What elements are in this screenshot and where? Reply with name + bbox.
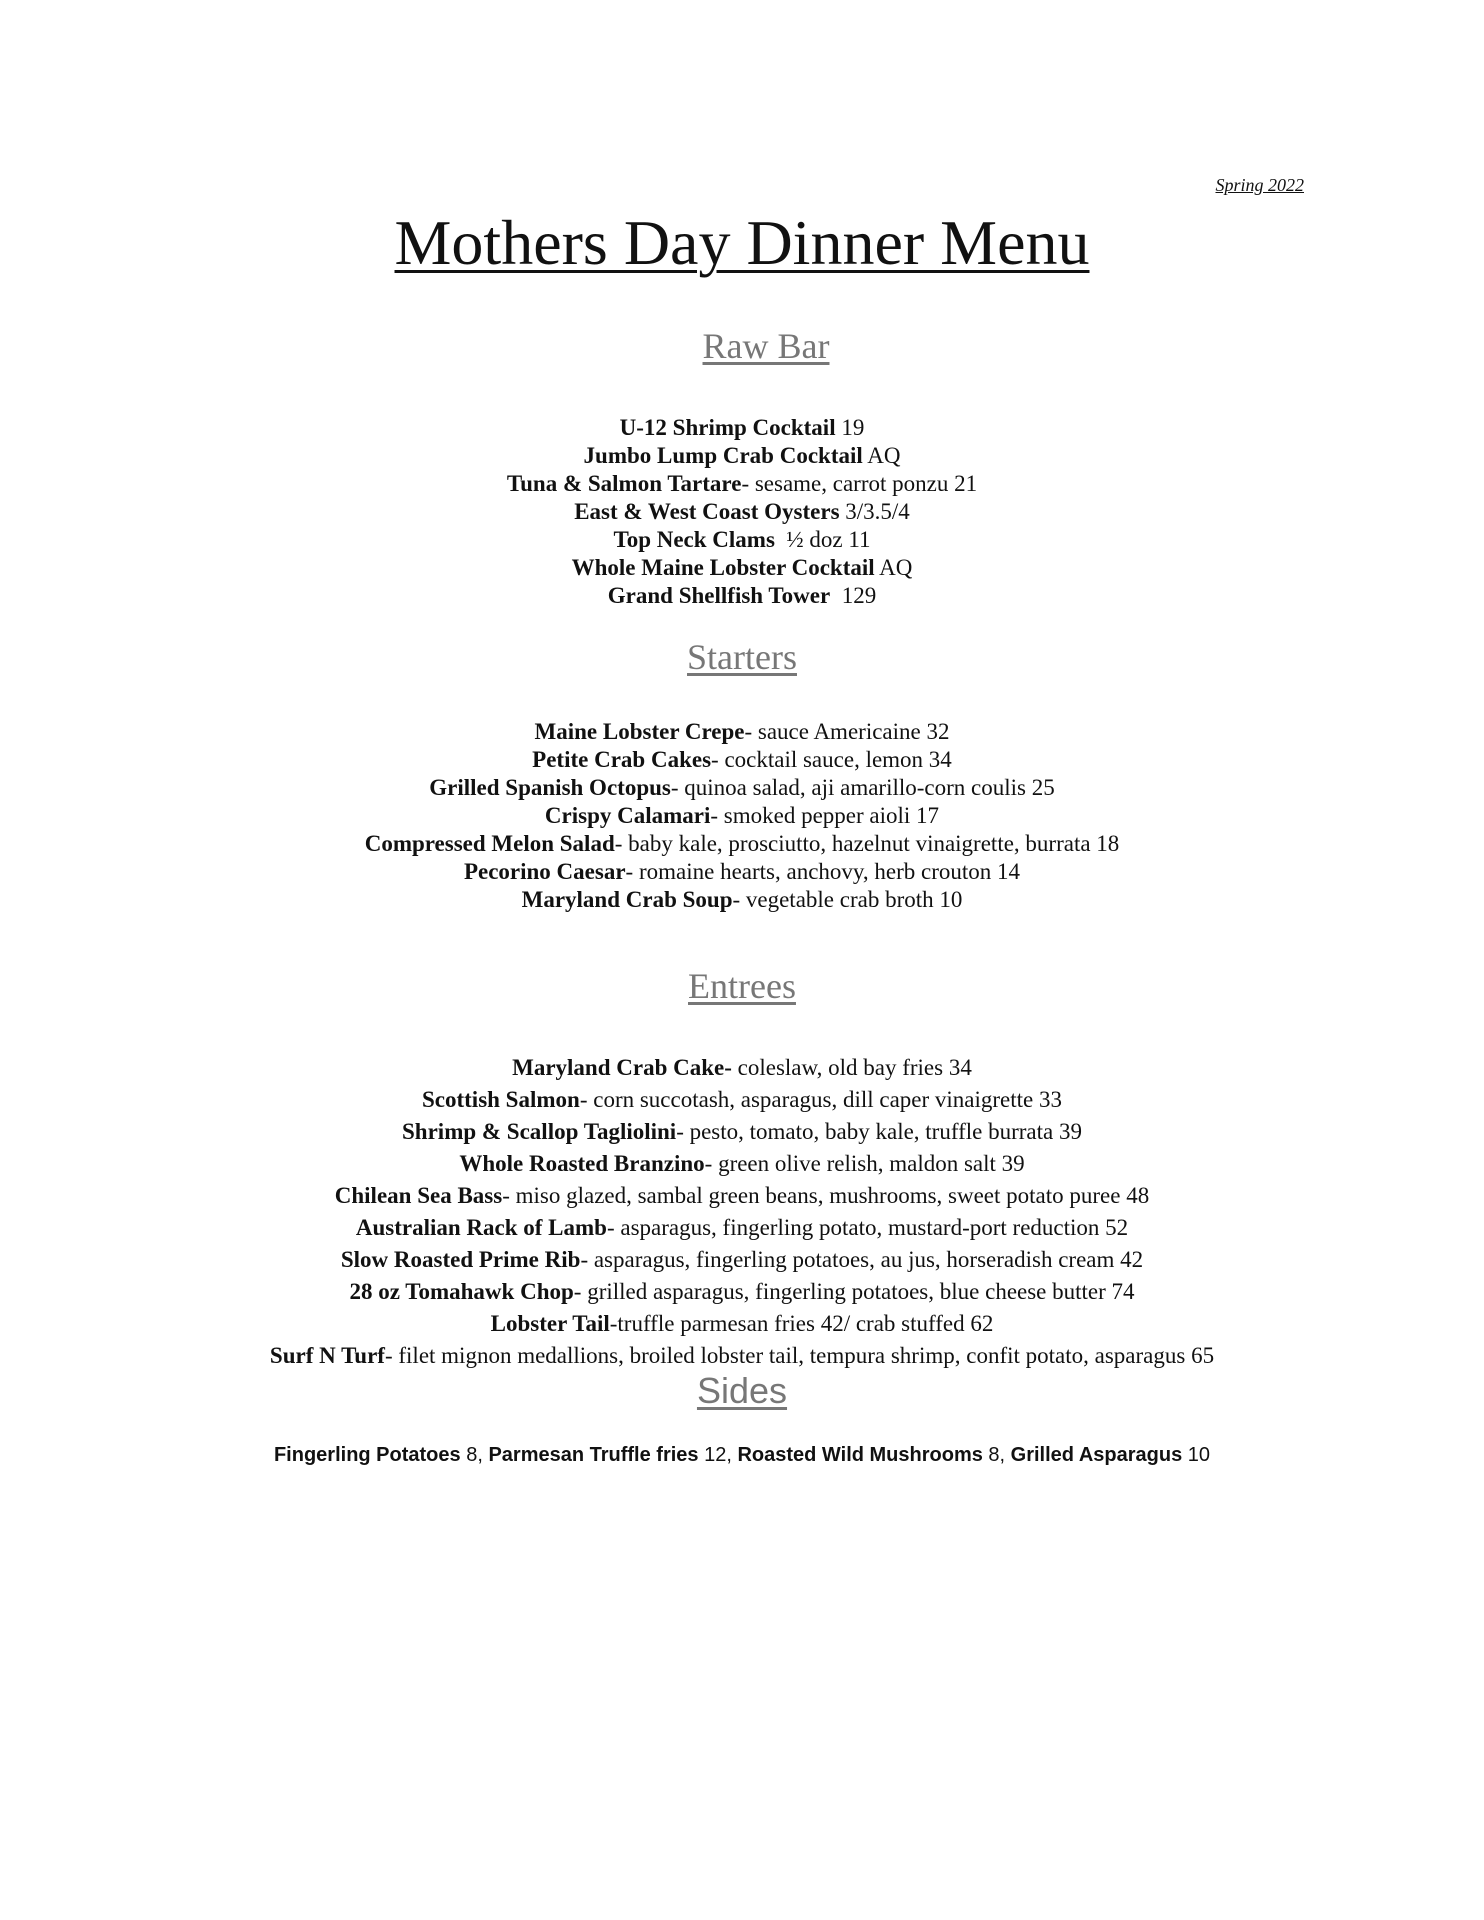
item-detail: - miso glazed, sambal green beans, mushrooms, sweet potato puree 48 bbox=[502, 1183, 1150, 1208]
item-detail: coleslaw, old bay fries 34 bbox=[731, 1055, 972, 1080]
item-detail: - romaine hearts, anchovy, herb crouton 14 bbox=[625, 859, 1021, 884]
item-detail: - green olive relish, maldon salt 39 bbox=[704, 1151, 1025, 1176]
item-detail: -truffle parmesan fries 42/ crab stuffed 62 bbox=[609, 1311, 994, 1336]
menu-item bbox=[0, 802, 1484, 830]
item-name: Surf N Turf bbox=[269, 1343, 385, 1368]
item-detail: 8, bbox=[460, 1444, 489, 1466]
item-name: Whole Roasted Branzino bbox=[459, 1151, 705, 1176]
entrees-list bbox=[0, 1052, 1484, 1372]
menu-item bbox=[0, 554, 1484, 582]
menu-item bbox=[0, 1148, 1484, 1180]
menu-item bbox=[0, 858, 1484, 886]
item-name: Australian Rack of Lamb bbox=[355, 1215, 607, 1240]
menu-item bbox=[0, 414, 1484, 442]
raw-bar-heading: Raw Bar bbox=[702, 326, 830, 366]
menu-item bbox=[0, 1084, 1484, 1116]
entrees-heading: Entrees bbox=[688, 966, 796, 1006]
item-detail: - pesto, tomato, baby kale, truffle burrata 39 bbox=[676, 1119, 1082, 1144]
item-detail: AQ bbox=[874, 555, 913, 580]
item-detail: - baby kale, prosciutto, hazelnut vinaigrette, burrata 18 bbox=[614, 831, 1120, 856]
item-detail: 3/3.5/4 bbox=[839, 499, 910, 524]
item-name: Grilled Spanish Octopus bbox=[429, 775, 671, 800]
item-name: Grilled Asparagus bbox=[1010, 1444, 1183, 1466]
item-name: U-12 Shrimp Cocktail bbox=[619, 415, 836, 440]
item-name: Parmesan Truffle fries bbox=[488, 1444, 699, 1466]
menu-item bbox=[0, 1308, 1484, 1340]
item-name: East & West Coast Oysters bbox=[574, 499, 840, 524]
item-detail: - quinoa salad, aji amarillo-corn coulis 25 bbox=[670, 775, 1055, 800]
menu-item bbox=[0, 830, 1484, 858]
item-name: Grand Shellfish Tower bbox=[607, 583, 831, 608]
sides-list bbox=[0, 1444, 1484, 1467]
item-detail: - sauce Americaine 32 bbox=[744, 719, 950, 744]
menu-item bbox=[0, 1340, 1484, 1372]
item-detail: - cocktail sauce, lemon 34 bbox=[711, 747, 952, 772]
menu-item bbox=[0, 718, 1484, 746]
item-detail: ½ doz 11 bbox=[774, 527, 871, 552]
item-name: Compressed Melon Salad bbox=[364, 831, 615, 856]
season-label: Spring 2022 bbox=[1215, 175, 1304, 195]
starters-list bbox=[0, 718, 1484, 914]
item-detail: 19 bbox=[835, 415, 865, 440]
item-name: Whole Maine Lobster Cocktail bbox=[571, 555, 875, 580]
item-name: Crispy Calamari bbox=[544, 803, 711, 828]
item-detail: - corn succotash, asparagus, dill caper vinaigrette 33 bbox=[579, 1087, 1063, 1112]
item-name: Fingerling Potatoes bbox=[273, 1444, 461, 1466]
item-name: Maryland Crab Soup bbox=[521, 887, 733, 912]
menu-item bbox=[0, 1276, 1484, 1308]
menu-item bbox=[0, 1212, 1484, 1244]
item-detail: - asparagus, fingerling potato, mustard-port reduction 52 bbox=[606, 1215, 1129, 1240]
menu-item bbox=[0, 746, 1484, 774]
item-detail: - smoked pepper aioli 17 bbox=[710, 803, 940, 828]
item-detail: - sesame, carrot ponzu 21 bbox=[741, 471, 978, 496]
item-detail: 10 bbox=[1182, 1444, 1211, 1466]
menu-item bbox=[0, 442, 1484, 470]
menu-item bbox=[0, 886, 1484, 914]
item-name: Roasted Wild Mushrooms bbox=[737, 1444, 983, 1466]
menu-item bbox=[0, 1244, 1484, 1276]
item-name: Shrimp & Scallop Tagliolini bbox=[402, 1119, 677, 1144]
item-name: 28 oz Tomahawk Chop bbox=[349, 1279, 574, 1304]
item-name: Maryland Crab Cake- bbox=[512, 1055, 732, 1080]
menu-item bbox=[0, 1116, 1484, 1148]
menu-item bbox=[0, 526, 1484, 554]
starters-heading: Starters bbox=[687, 637, 797, 677]
item-detail: 8, bbox=[982, 1444, 1011, 1466]
menu-item bbox=[0, 1052, 1484, 1084]
raw-bar-list bbox=[0, 414, 1484, 610]
item-name: Petite Crab Cakes bbox=[532, 747, 712, 772]
item-detail: - vegetable crab broth 10 bbox=[732, 887, 963, 912]
item-detail: - asparagus, fingerling potatoes, au jus, horseradish cream 42 bbox=[580, 1247, 1144, 1272]
menu-item bbox=[0, 774, 1484, 802]
item-name: Jumbo Lump Crab Cocktail bbox=[583, 443, 863, 468]
menu-item bbox=[0, 1180, 1484, 1212]
menu-item bbox=[0, 498, 1484, 526]
sides-heading: Sides bbox=[696, 1370, 788, 1411]
item-name: Pecorino Caesar bbox=[463, 859, 626, 884]
item-detail: 12, bbox=[698, 1444, 738, 1466]
item-name: Lobster Tail bbox=[490, 1311, 610, 1336]
item-name: Scottish Salmon bbox=[421, 1087, 580, 1112]
menu-item bbox=[0, 582, 1484, 610]
item-detail: - grilled asparagus, fingerling potatoes, blue cheese butter 74 bbox=[573, 1279, 1135, 1304]
item-name: Slow Roasted Prime Rib bbox=[340, 1247, 581, 1272]
menu-item bbox=[0, 470, 1484, 498]
menu-title: Mothers Day Dinner Menu bbox=[394, 207, 1090, 278]
item-detail: 129 bbox=[830, 583, 877, 608]
item-name: Maine Lobster Crepe bbox=[534, 719, 745, 744]
item-name: Top Neck Clams bbox=[613, 527, 775, 552]
item-detail: - filet mignon medallions, broiled lobster tail, tempura shrimp, confit potato, asparagus 65 bbox=[384, 1343, 1215, 1368]
item-name: Tuna & Salmon Tartare bbox=[506, 471, 742, 496]
item-name: Chilean Sea Bass bbox=[334, 1183, 503, 1208]
item-detail: AQ bbox=[862, 443, 901, 468]
